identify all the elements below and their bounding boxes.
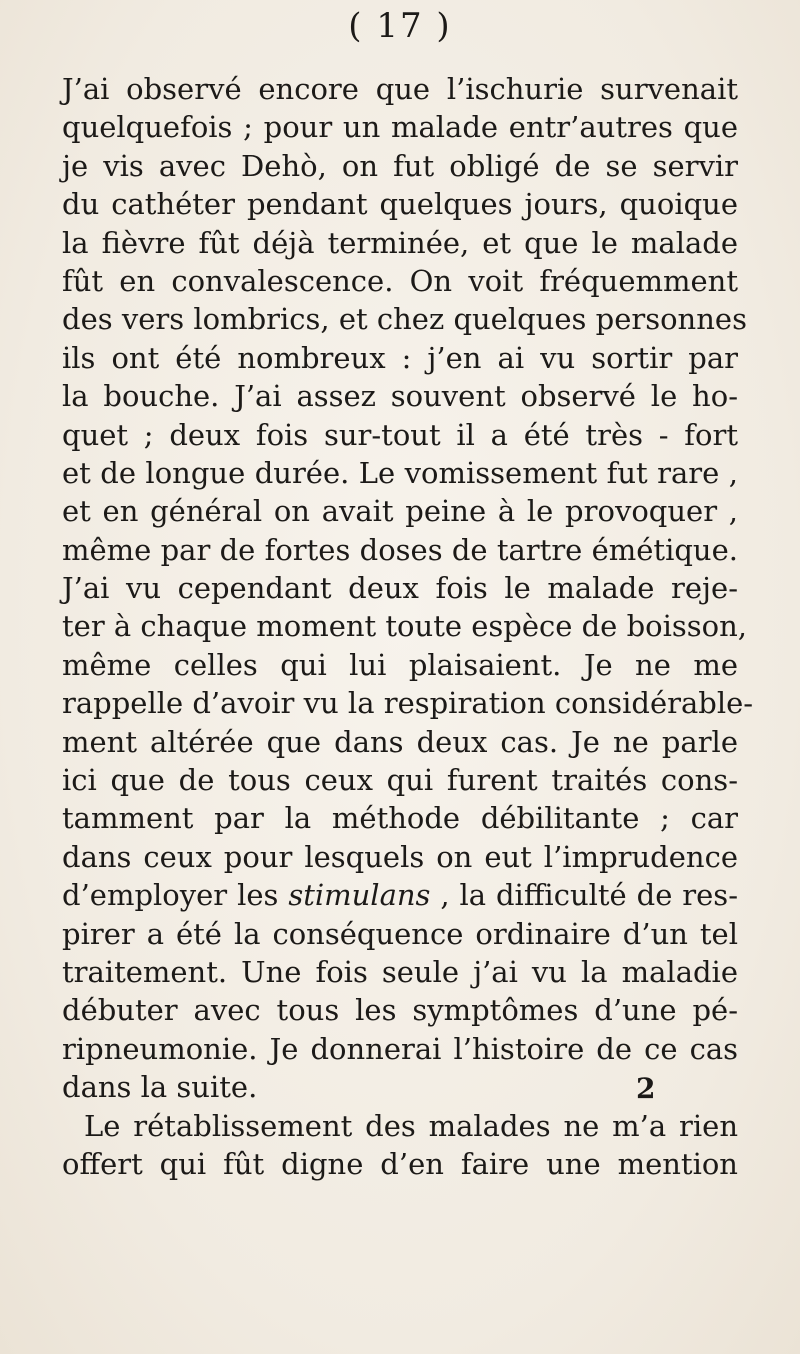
text-line: et en général on avait peine à le provoquer , bbox=[62, 494, 738, 529]
body-text bbox=[62, 70, 754, 1183]
text-line: ici que de tous ceux qui furent traités cons- bbox=[62, 763, 738, 798]
text-line: rappelle d’avoir vu la respiration considérable- bbox=[62, 686, 754, 721]
text-line: et de longue durée. Le vomissement fut rare , bbox=[62, 455, 738, 490]
text-line: ils ont été nombreux : j’en ai vu sortir par bbox=[62, 340, 738, 375]
text-line: tamment par la méthode débilitante ; car bbox=[62, 801, 738, 836]
text-line: quet ; deux fois sur-tout il a été très - fort bbox=[62, 417, 738, 452]
text-line: dans ceux pour lesquels on eut l’imprudence bbox=[62, 839, 738, 874]
text-line: fût en convalescence. On voit fréquemment bbox=[62, 263, 738, 298]
text-line: des vers lombrics, et chez quelques personnes bbox=[62, 302, 747, 337]
italic-word: stimulans bbox=[288, 878, 431, 913]
text-line-mixed bbox=[62, 876, 738, 914]
text-fragment: d’employer les bbox=[62, 878, 279, 913]
text-line: même par de fortes doses de tartre émétique. bbox=[62, 532, 738, 567]
text-line: du cathéter pendant quelques jours, quoique bbox=[62, 187, 738, 222]
text-line: même celles qui lui plaisaient. Je ne me bbox=[62, 647, 738, 682]
text-line: traitement. Une fois seule j’ai vu la maladie bbox=[62, 954, 738, 989]
text-line: J’ai vu cependant deux fois le malade reje- bbox=[62, 571, 738, 606]
signature-mark: 2 bbox=[636, 1072, 656, 1105]
text-line: ment altérée que dans deux cas. Je ne parle bbox=[62, 724, 738, 759]
text-line: offert qui fût digne d’en faire une mention bbox=[62, 1146, 738, 1181]
text-line: la fièvre fût déjà terminée, et que le malade bbox=[62, 225, 738, 260]
text-line: je vis avec Dehò, on fut obligé de se servir bbox=[62, 148, 738, 183]
text-line: dans la suite. bbox=[62, 1070, 258, 1105]
text-line: pirer a été la conséquence ordinaire d’un tel bbox=[62, 916, 738, 951]
text-line: débuter avec tous les symptômes d’une pé- bbox=[62, 993, 738, 1028]
text-line: ripneumonie. Je donnerai l’histoire de ce cas bbox=[62, 1031, 738, 1066]
page-number: ( 17 ) bbox=[348, 6, 452, 46]
text-line: quelquefois ; pour un malade entr’autres que bbox=[62, 110, 738, 145]
text-line: ter à chaque moment toute espèce de boisson, bbox=[62, 609, 747, 644]
text-line: J’ai observé encore que l’ischurie survenait bbox=[62, 72, 738, 106]
text-line: la bouche. J’ai assez souvent observé le ho- bbox=[62, 379, 738, 414]
text-line: Le rétablissement des malades ne m’a rien bbox=[84, 1108, 738, 1143]
text-fragment: , la difficulté de res- bbox=[440, 878, 738, 913]
